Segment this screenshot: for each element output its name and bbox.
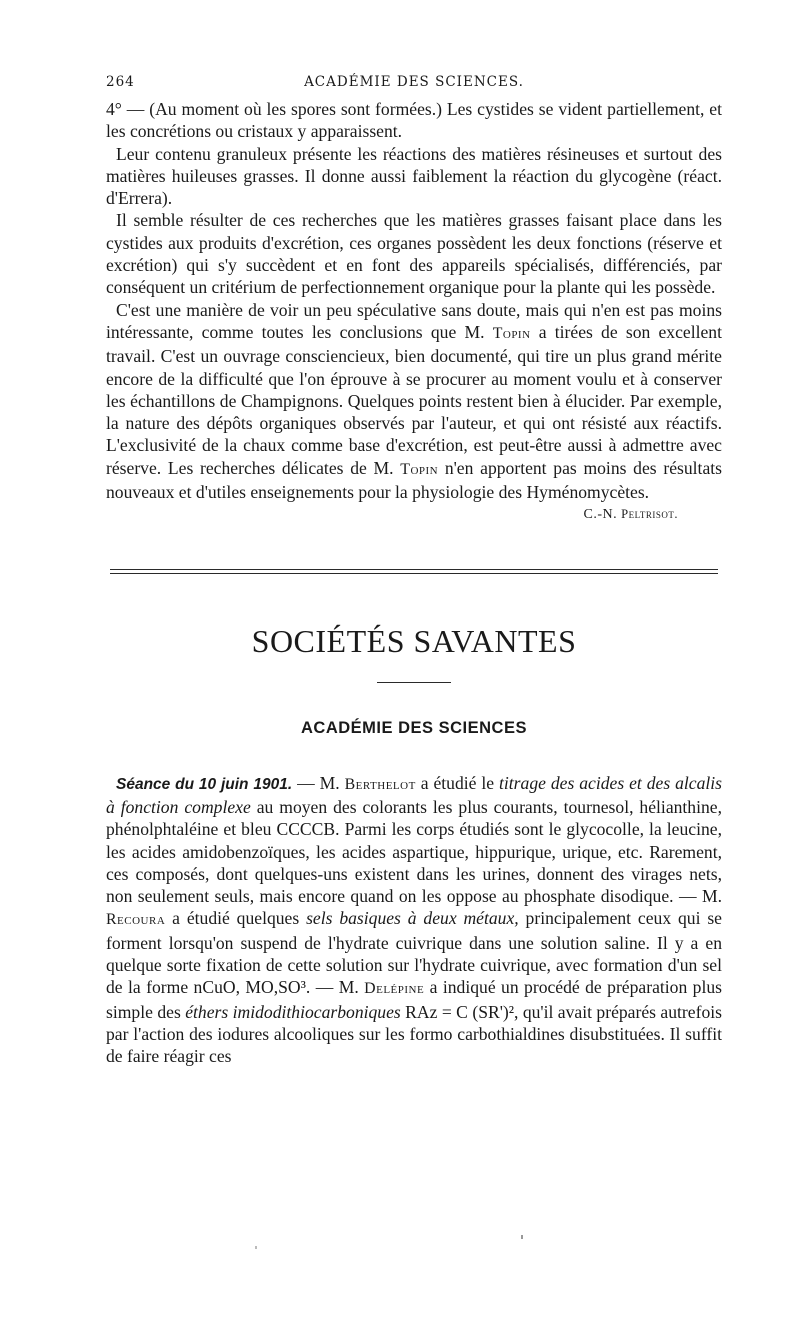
- text-run: a étudié le: [420, 772, 495, 793]
- title-underline: [377, 682, 451, 683]
- italic-topic: éthers imidodithiocarboniques: [185, 1001, 401, 1022]
- text-run: C'est une manière de voir un peu spéculative sans doute, mais qui n'en est pas moins intéressante, comme toutes les conclusions que M.: [106, 299, 722, 342]
- double-rule-divider: [106, 569, 722, 577]
- journal-title: ACADÉMIE DES SCIENCES.: [304, 74, 524, 90]
- section-title: SOCIÉTÉS SAVANTES: [251, 622, 577, 659]
- seance-date: Séance du 10 juin 1901.: [116, 775, 293, 793]
- italic-topic: sels basiques à deux métaux,: [306, 908, 519, 929]
- review-paragraph: [106, 299, 722, 504]
- review-paragraph: 4° — (Au moment où les spores sont formées.) Les cystides se vident partiellement, et les concrétions ou cristaux y apparaissent.: [106, 99, 722, 142]
- author-name: Delépine: [364, 980, 425, 998]
- review-paragraph: Leur contenu granuleux présente les réactions des matières résineuses et surtout des matières huileuses grasses. Il donne aussi faiblement la réaction du glycogène (réact. d'Errera).: [106, 143, 722, 209]
- document-page: [106, 74, 722, 1068]
- text-run: — M.: [292, 772, 340, 793]
- text-run: a tirées de son excellent travail. C'est un ouvrage consciencieux, bien documenté, qui tire un plus grand mérite encore de la difficulté que l'on éprouve à se procurer au moment voulu et à conserver les échantillons de Champignons. Quelques points restent bien à élucider. Par exemple, la nature des dépôts organiques observés par l'auteur, et qui ont résisté aux réactifs. L'exclusivité de la chaux comme base d'excrétion, est peut-être aussi à admettre avec réserve. Les recherches délicates de M.: [106, 321, 722, 478]
- page-number: 264: [106, 74, 135, 90]
- text-run: a étudié quelques: [172, 908, 300, 929]
- author-name: Recoura: [106, 911, 166, 929]
- author-name: Topin: [400, 460, 439, 478]
- stray-mark: [255, 1246, 257, 1249]
- subsection-title: ACADÉMIE DES SCIENCES: [301, 718, 527, 737]
- running-head: [106, 74, 722, 98]
- reviewer-signature: [106, 503, 722, 526]
- text-run: RAz = C (SR')², qu'il avait préparés autrefois par l'action des iodures alcooliques sur les formo carbothialdines disubstituées. Il suffit de faire réagir ces: [106, 1001, 722, 1067]
- author-name: Berthelot: [344, 775, 416, 793]
- italic-topic: titrage des acides et des alcalis à fonction complexe: [106, 772, 723, 817]
- text-run: au moyen des colorants les plus courants, tournesol, hélianthine, phénolphtaléine et bleu CCCCB. Parmi les corps étudiés sont le glycocolle, la leucine, les acides amidobenzoïques, les acides aspartique, hippurique, urique, etc. Rarement, ces composés, dont quelques-uns existent dans les urines, donnent des virages nets, non seulement seuls, mais encore quand on les oppose au phosphate disodique. — M.: [106, 796, 722, 907]
- text-run: a indiqué un procédé de préparation plus simple des: [106, 977, 722, 1022]
- seance-report: [106, 772, 722, 1068]
- review-paragraph: Il semble résulter de ces recherches que les matières grasses faisant place dans les cystides aux produits d'excrétion, ces organes possèdent les deux fonctions (réserve et excrétion) qui s'y succèdent et en font des appareils spécialisés, différenciés, par conséquent un critérium de perfectionnement organique pour la plante qui les possède.: [106, 210, 722, 298]
- text-run: n'en apportent pas moins des résultats nouveaux et d'utiles enseignements pour la physiologie des Hyménomycètes.: [106, 457, 722, 503]
- stray-mark: [521, 1235, 523, 1239]
- rule-line: [110, 573, 718, 574]
- rule-line: [110, 569, 718, 570]
- text-run: principalement ceux qui se forment lorsqu'on suspend de l'hydrate cuivrique dans une solution saline. Il y a en quelque sorte fixation de cette solution sur l'hydrate cuivrique, avec formation d'un sel de la forme nCuO, MO,SO³. — M.: [106, 908, 722, 998]
- book-review: [106, 98, 722, 527]
- signature-initials: C.-N.: [583, 507, 618, 523]
- report-paragraph: [106, 772, 722, 1068]
- author-name: Topin: [492, 324, 531, 342]
- signature-name: Peltrisot.: [621, 507, 678, 522]
